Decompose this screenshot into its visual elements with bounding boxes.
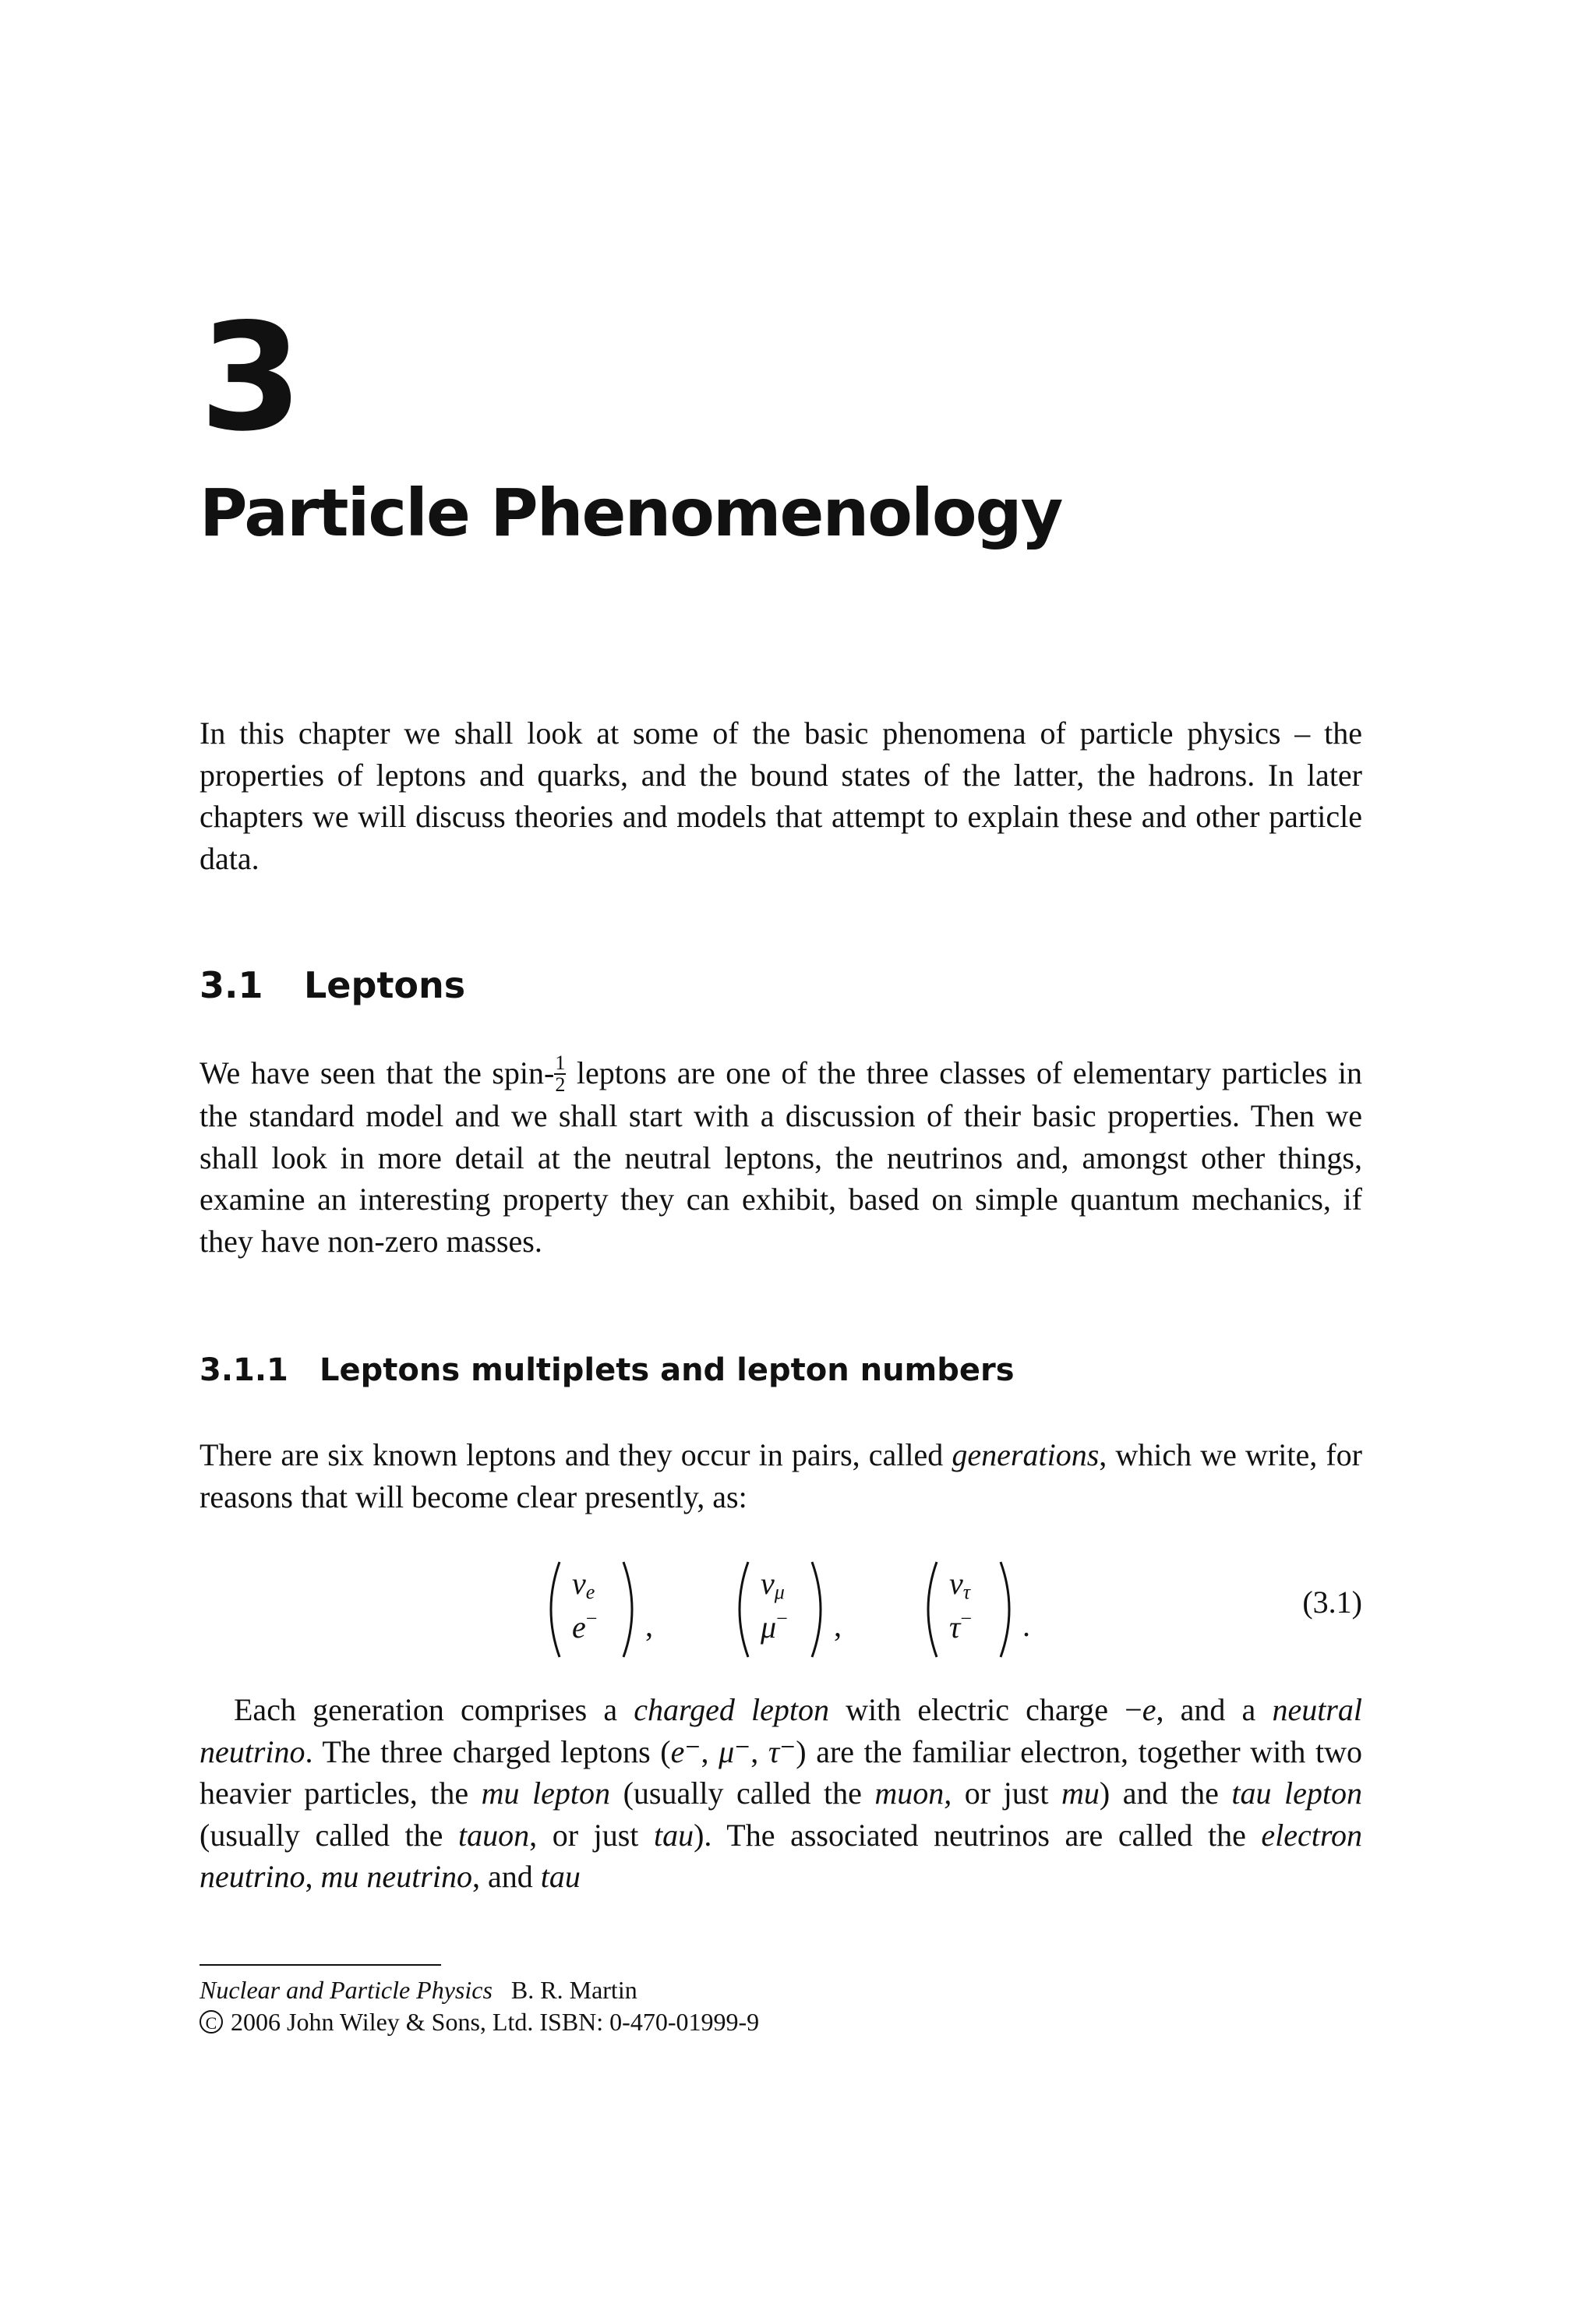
text-run: with electric charge − (828, 1692, 1142, 1727)
emphasis: muon, (874, 1776, 952, 1811)
electron-doublet (541, 1551, 653, 1668)
doublet-top (572, 1565, 595, 1604)
subscript: e (585, 1581, 595, 1603)
text-run: (usually called the (610, 1776, 875, 1811)
emphasis: τ (768, 1733, 780, 1769)
separator: , (834, 1608, 842, 1643)
text-run: or just (952, 1776, 1061, 1811)
emphasis: tauon (457, 1817, 530, 1853)
one-half-fraction (554, 1053, 566, 1095)
symbol-lepton: e (572, 1610, 586, 1645)
text-run: . The three charged leptons ( (305, 1733, 671, 1769)
footnote-copyright (200, 2009, 759, 2034)
text-run: , and a (1156, 1692, 1273, 1727)
intro-paragraph (200, 712, 1362, 879)
subsection-text-a: There are six known leptons and they occur in pairs, called (200, 1437, 952, 1472)
text-run: , and (471, 1859, 541, 1894)
fraction-denominator: 2 (555, 1073, 566, 1096)
emphasis: mu lepton (481, 1776, 611, 1811)
symbol-lepton: μ (761, 1610, 777, 1645)
emphasis: tau (540, 1859, 581, 1894)
footnote-citation (200, 1977, 637, 2002)
emphasis: mu neutrino (320, 1859, 472, 1894)
intro-text: In this chapter we shall look at some of the basic phenomena of particle physics – the properties of leptons and quarks, and the bound states of the latter, the hadrons. In later chapters we will discuss theories and models that attempt to explain these and other particle data. (200, 716, 1362, 876)
section-text-start: We have seen that the spin- (200, 1055, 555, 1090)
section-number: 3.1 (200, 964, 263, 1006)
generations-term: generations (952, 1437, 1100, 1472)
symbol-nu: ν (572, 1566, 586, 1601)
footnote-divider (200, 1964, 441, 1966)
superscript: − (960, 1607, 972, 1630)
symbol-nu: ν (761, 1566, 775, 1601)
muon-doublet (729, 1551, 842, 1668)
emphasis: tau (653, 1817, 694, 1853)
subsection-number: 3.1.1 (200, 1352, 288, 1388)
emphasis: electron neutrino (200, 1817, 1362, 1894)
text-run: ⁻, (684, 1733, 719, 1769)
text-run: ⁻) are the familiar electron, together with two heavier particles, the (200, 1733, 1362, 1811)
doublet-top (949, 1565, 970, 1604)
chapter-number: 3 (200, 292, 300, 464)
text-run: , or just (529, 1817, 654, 1853)
text-run: ) and the (1099, 1776, 1232, 1811)
subsection-heading (200, 1352, 1015, 1388)
emphasis: mu (1061, 1776, 1100, 1811)
equation-3-1 (530, 1551, 1362, 1668)
equation-number: (3.1) (1302, 1585, 1362, 1620)
subsection-text-b: , which we write, for reasons that will become clear presently, as: (200, 1437, 1362, 1514)
generations-paragraph (200, 1689, 1362, 1898)
symbol-lepton: τ (949, 1610, 961, 1645)
text-run: (usually called the (200, 1817, 458, 1853)
copyright-text: 2006 John Wiley & Sons, Ltd. ISBN: 0-470-01999-9 (231, 2008, 760, 2036)
emphasis: neutral neutrino (200, 1692, 1362, 1769)
section-text-end: leptons are one of the three classes of elementary particles in the standard model and we shall start with a discussion of their basic properties. Then we shall look in more detail at the neutral leptons, the neutrinos and, amongst other things, examine an interesting property they can exhibit, based on simple quantum mechanics, if they have non-zero masses. (200, 1055, 1362, 1259)
emphasis: charged lepton (634, 1692, 829, 1727)
text-run: Each generation comprises a (234, 1692, 634, 1727)
superscript: − (776, 1607, 788, 1630)
text-run: ). The associated neutrinos are called the (694, 1817, 1262, 1853)
subscript: μ (774, 1581, 785, 1603)
emphasis: μ (719, 1733, 735, 1769)
doublet-bottom (761, 1607, 788, 1645)
copyright-icon: C (200, 2010, 223, 2034)
subsection-paragraph (200, 1434, 1362, 1518)
subscript: τ (962, 1581, 971, 1603)
separator: , (645, 1608, 653, 1643)
section-title: Leptons (304, 964, 466, 1006)
emphasis: tau lepton (1231, 1776, 1363, 1811)
text-run: , (305, 1859, 321, 1894)
doublet-bottom (949, 1607, 972, 1645)
superscript: − (585, 1607, 598, 1630)
emphasis: e (1142, 1692, 1156, 1727)
fraction-numerator: 1 (555, 1051, 566, 1074)
separator: . (1022, 1608, 1030, 1643)
text-run: ⁻, (734, 1733, 768, 1769)
book-author: B. R. Martin (510, 1976, 637, 2004)
doublet-top (761, 1565, 785, 1604)
book-title: Nuclear and Particle Physics (200, 1976, 493, 2004)
chapter-title: Particle Phenomenology (200, 475, 1062, 551)
subsection-title: Leptons multiplets and lepton numbers (320, 1352, 1015, 1388)
section-paragraph (200, 1052, 1362, 1262)
doublet-bottom (572, 1607, 597, 1645)
emphasis: e (670, 1733, 685, 1769)
symbol-nu: ν (949, 1566, 963, 1601)
tau-doublet (918, 1551, 1030, 1668)
section-heading (200, 964, 466, 1006)
